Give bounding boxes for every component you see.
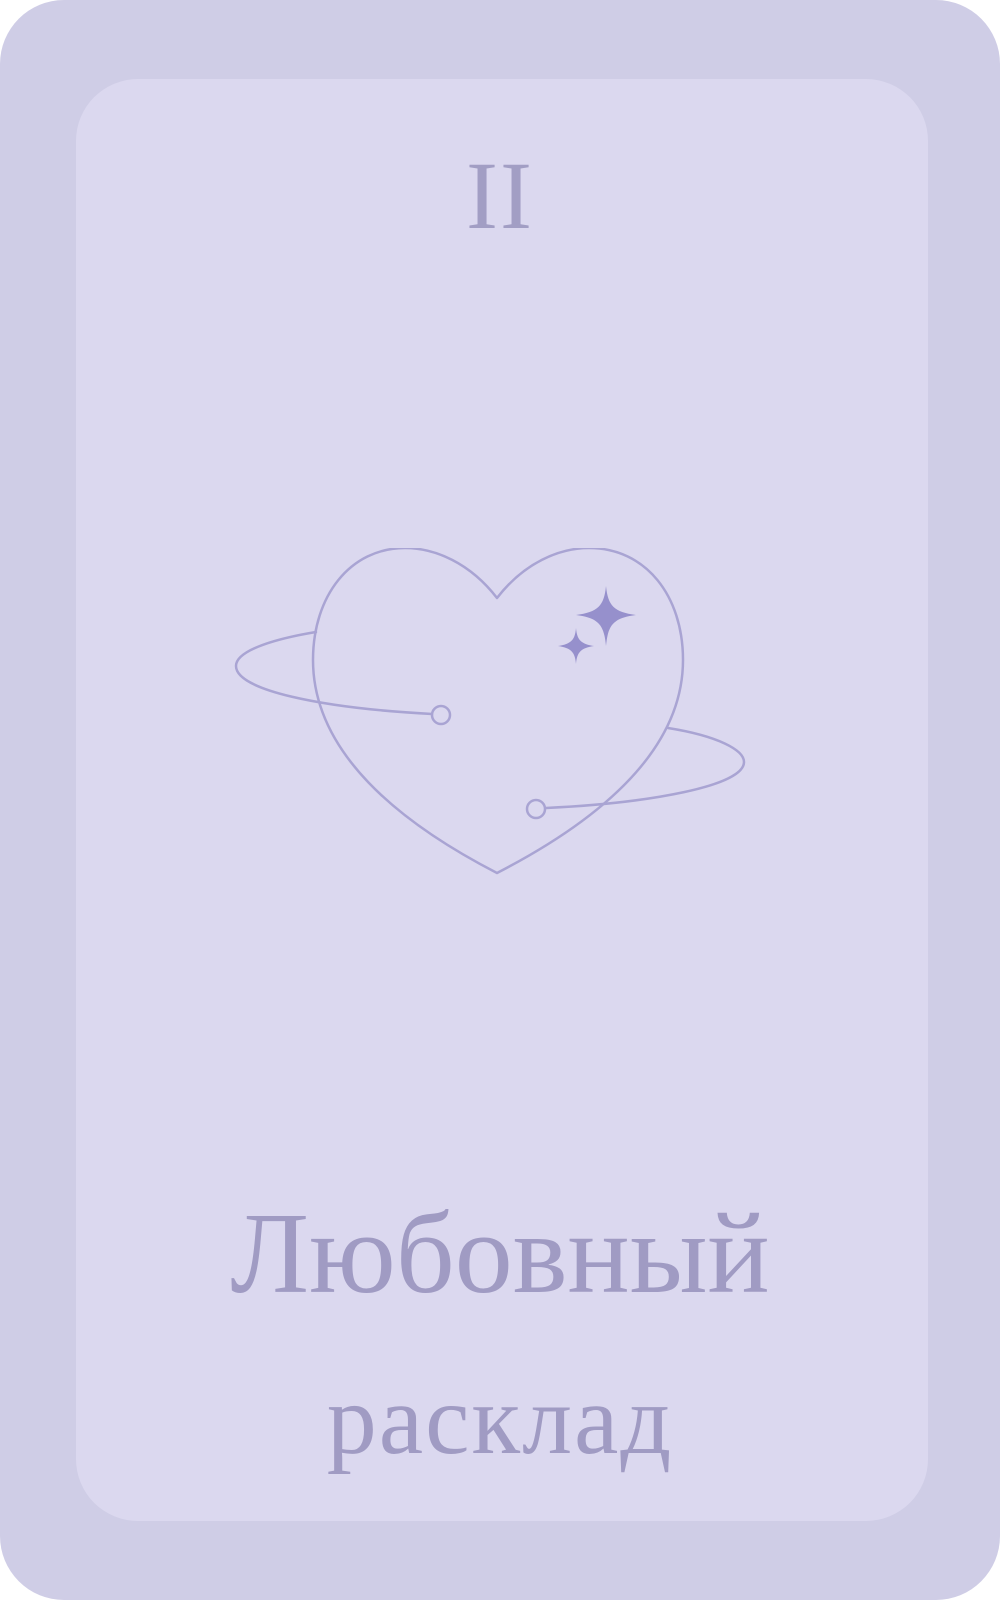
sparkle-large-icon <box>576 586 636 646</box>
card-title-line-2: расклад <box>326 1364 674 1475</box>
heart-with-orbit-and-sparkles-icon <box>230 548 770 898</box>
orbit-right-arc <box>546 728 744 808</box>
card-title-line-1: Любовный <box>230 1190 770 1318</box>
heart-outline <box>313 548 683 873</box>
sparkle-small-icon <box>558 628 594 664</box>
card-numeral: II <box>466 142 534 249</box>
orbit-node-right <box>527 800 545 818</box>
orbit-left-arc <box>236 632 432 714</box>
orbit-node-left <box>432 706 450 724</box>
